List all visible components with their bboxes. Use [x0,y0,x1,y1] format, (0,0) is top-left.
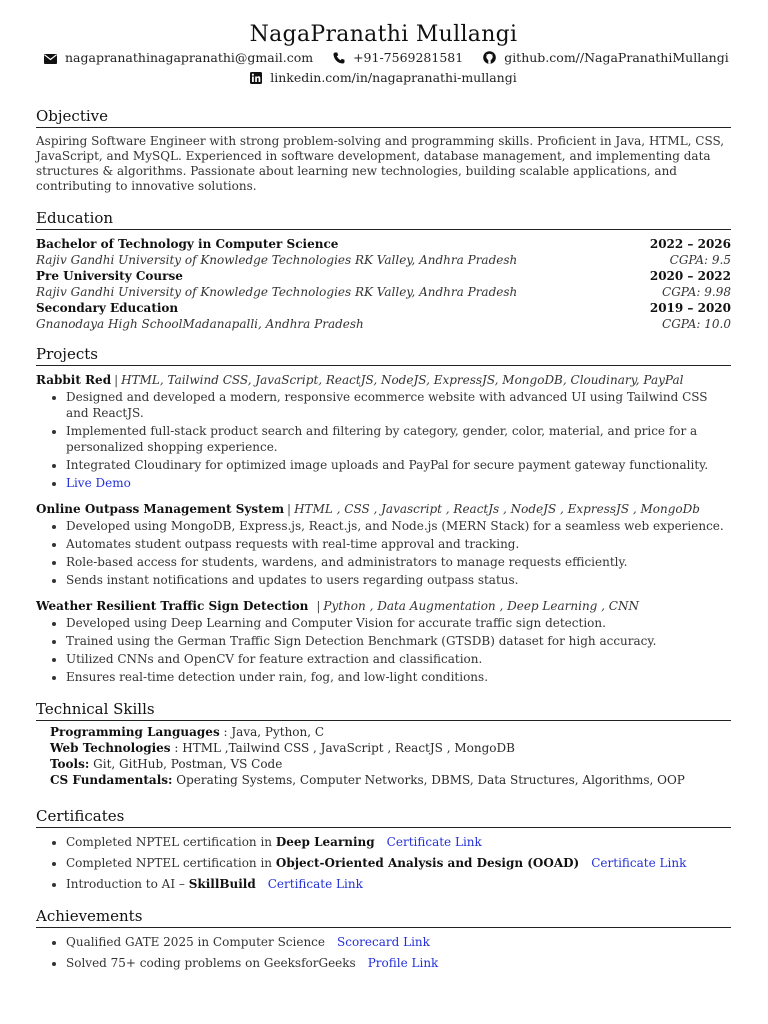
certificate-link[interactable]: Certificate Link [591,856,687,870]
scorecard-link[interactable]: Scorecard Link [337,935,430,949]
project-bullet: • Implemented full-stack product search and filtering by category, gender, color, material, and price for a personalized shopping experience. [66,423,731,455]
phone-icon [333,52,345,64]
certificate-link[interactable]: Certificate Link [267,877,363,891]
education-dates: 2020 – 2022 [649,269,731,283]
education-dates: 2022 – 2026 [649,237,731,251]
achievement-item: • Solved 75+ coding problems on GeeksforGeeks Profile Link [66,955,731,971]
project-tech: HTML, Tailwind CSS, JavaScript, ReactJS, NodeJS, ExpressJS, MongoDB, Cloudinary, PayPal [121,373,684,387]
certificate-item: • Introduction to AI – SkillBuild Certificate Link [66,876,731,892]
skills-heading: Technical Skills [36,700,155,718]
project-bullet: • Role-based access for students, wardens, and administrators to manage requests efficiently. [66,554,731,570]
school-name: Rajiv Gandhi University of Knowledge Technologies RK Valley, Andhra Pradesh [36,253,518,267]
github-icon [483,51,496,64]
skills-list [36,724,731,788]
certificate-item: • Completed NPTEL certification in Object-Oriented Analysis and Design (OOAD) Certificate Link [66,855,731,871]
school-name: Gnanodaya High SchoolMadanapalli, Andhra Pradesh [36,317,364,331]
degree-title: Pre University Course [36,269,183,283]
degree-title: Bachelor of Technology in Computer Science [36,237,339,251]
project-tech: Python , Data Augmentation , Deep Learning , CNN [323,599,639,613]
project-bullet: • Ensures real-time detection under rain, fog, and low-light conditions. [66,669,731,685]
skill-row: Programming Languages : Java, Python, C [50,725,325,739]
section-divider [36,827,731,828]
project-name: Online Outpass Management System [36,502,285,516]
email-text: nagapranathinagapranathi@gmail.com [65,50,314,65]
project-bullet: • Developed using MongoDB, Express.js, React.js, and Node.js (MERN Stack) for a seamless web experience. [66,518,731,534]
school-name: Rajiv Gandhi University of Knowledge Technologies RK Valley, Andhra Pradesh [36,285,518,299]
education-entry [36,236,731,268]
section-divider [36,720,731,721]
project-tech: HTML , CSS , Javascript , ReactJs , NodeJS , ExpressJS , MongoDb [294,502,700,516]
resume-page [36,0,731,976]
skill-row: Web Technologies : HTML ,Tailwind CSS , JavaScript , ReactJS , MongoDB [50,741,515,755]
envelope-icon [44,54,57,64]
github-contact[interactable] [483,48,729,68]
project-bullet: • Automates student outpass requests with real-time approval and tracking. [66,536,731,552]
linkedin-icon [250,72,262,84]
live-demo-link[interactable]: Live Demo [66,476,131,490]
project-entry: Weather Resilient Traffic Sign Detection | Python , Data Augmentation , Deep Learning , CNN • Developed using Deep Learning and Computer Vision for accurate traffic sign detection. • Trained using the German Traffic Sign Detection Benchmark (GTSDB) dataset for high accuracy. • Utilized CNNs and OpenCV for feature extraction and classification. • Ensures real-time detection under rain, fog, and low-light conditions. [36,598,731,685]
email-contact[interactable] [44,48,313,68]
certificate-link[interactable]: Certificate Link [386,835,482,849]
section-divider [36,927,731,928]
project-name: Rabbit Red [36,373,112,387]
project-bullet: • Designed and developed a modern, responsive ecommerce website with advanced UI using Tailwind CSS and ReactJS. [66,389,731,421]
linkedin-contact[interactable] [250,68,516,88]
education-heading: Education [36,209,114,227]
github-text: github.com//NagaPranathiMullangi [504,50,729,65]
education-entry [36,300,731,332]
achievements-heading: Achievements [36,907,143,925]
section-divider [36,229,731,230]
project-entry: Online Outpass Management System | HTML , CSS , Javascript , ReactJs , NodeJS , ExpressJS , MongoDb • Developed using MongoDB, Express.js, React.js, and Node.js (MERN Stack) for a seamless web experience. • Automates student outpass requests with real-time approval and tracking. • Role-based access for students, wardens, and administrators to manage requests efficiently. • Sends instant notifications and updates to users regarding outpass status. [36,501,731,588]
certificate-item: • Completed NPTEL certification in Deep Learning Certificate Link [66,834,731,850]
profile-link[interactable]: Profile Link [367,956,439,970]
objective-heading: Objective [36,107,109,125]
project-bullet: • Integrated Cloudinary for optimized image uploads and PayPal for secure payment gateway functionality. [66,457,731,473]
achievement-item: • Qualified GATE 2025 in Computer Science Scorecard Link [66,934,731,950]
project-bullet: • Trained using the German Traffic Sign Detection Benchmark (GTSDB) dataset for high accuracy. [66,633,731,649]
project-name: Weather Resilient Traffic Sign Detection [36,599,309,613]
education-dates: 2019 – 2020 [649,301,731,315]
skill-row: Tools: Git, GitHub, Postman, VS Code [50,757,283,771]
education-score: CGPA: 9.98 [662,285,731,299]
project-bullet: • Sends instant notifications and updates to users regarding outpass status. [66,572,731,588]
linkedin-text: linkedin.com/in/nagapranathi-mullangi [270,70,517,85]
projects-heading: Projects [36,345,98,363]
phone-contact[interactable] [333,48,463,68]
candidate-name: NagaPranathi Mullangi [249,22,518,47]
skill-row: CS Fundamentals: Operating Systems, Computer Networks, DBMS, Data Structures, Algorithms, OOP [50,773,685,787]
project-entry: Rabbit Red | HTML, Tailwind CSS, JavaScript, ReactJS, NodeJS, ExpressJS, MongoDB, Cloudinary, PayPal • Designed and developed a modern, responsive ecommerce website with advanced UI using Tailwind CSS and ReactJS. • Implemented full-stack product search and filtering by category, gender, color, material, and price for a personalized shopping experience. • Integrated Cloudinary for optimized image uploads and PayPal for secure payment gateway functionality. • Live Demo [36,372,731,491]
phone-text: +91-7569281581 [353,50,464,65]
contact-row-2 [36,68,731,88]
contact-row [36,48,731,68]
education-entry [36,268,731,300]
education-score: CGPA: 9.5 [669,253,731,267]
certificates-heading: Certificates [36,807,125,825]
education-score: CGPA: 10.0 [662,317,731,331]
section-divider [36,365,731,366]
project-bullet: • Utilized CNNs and OpenCV for feature extraction and classification. [66,651,731,667]
section-divider [36,127,731,128]
degree-title: Secondary Education [36,301,179,315]
project-bullet: • Developed using Deep Learning and Computer Vision for accurate traffic sign detection. [66,615,731,631]
objective-text: Aspiring Software Engineer with strong problem-solving and programming skills. Proficient in Java, HTML, CSS, JavaScript, and MySQL. Experienced in software development, database management, and implementing data structures & algorithms. Passionate about learning new technologies, building scalable applications, and contributing to innovative solutions. [36,134,725,193]
